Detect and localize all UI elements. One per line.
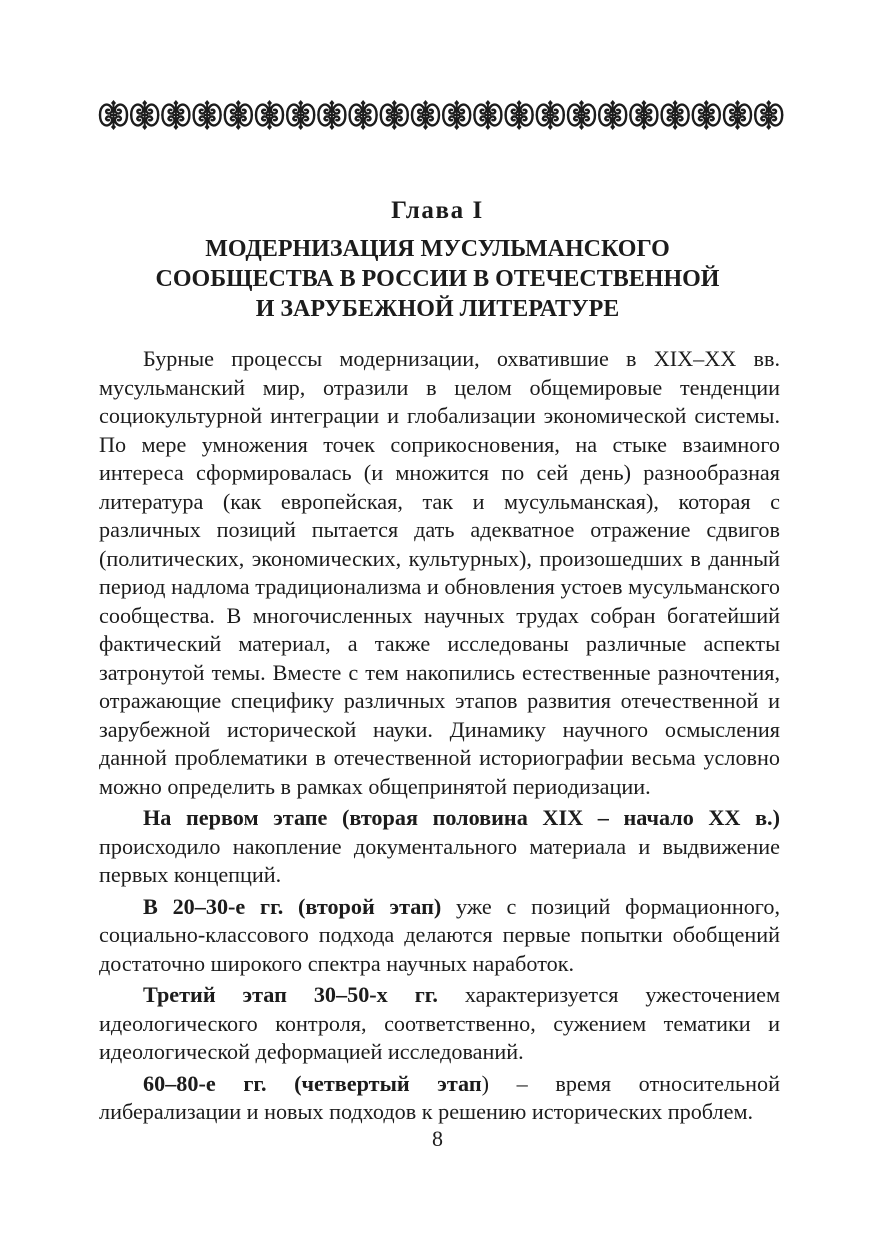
ornament-motif-icon xyxy=(318,100,345,130)
ornament-motif-icon xyxy=(194,100,221,130)
ornament-motif-icon xyxy=(256,100,283,130)
ornament-motif-icon xyxy=(755,100,782,130)
paragraph-text: ) – время относительной либерализации и новых подходов к решению исторических проблем. xyxy=(99,1070,780,1124)
paragraph xyxy=(99,804,780,890)
ornament-motif-icon xyxy=(131,100,158,130)
ornament-motif-icon xyxy=(381,100,408,130)
ornament-motif-icon xyxy=(662,100,689,130)
ornament-motif-icon xyxy=(568,100,595,130)
ornament-motif-icon xyxy=(287,100,314,130)
ornament-motif-icon xyxy=(693,100,720,130)
ornament-motif-icon xyxy=(100,100,127,130)
ornamental-border-icon xyxy=(98,99,784,131)
paragraph-text: Бурные процессы модернизации, охватившие в XIX–XX вв. мусульманский мир, отразили в целом общемировые тенденции социокультурной интеграции и глобализации экономической системы. По мере умножения точек соприкосновения, на стыке взаимного интереса сформировалась (и множится по сей день) разнообразная литература (как европейская, так и мусульманская), которая с различных позиций пытается дать адекватное отражение сдвигов (политических, экономических, культурных), произошедших в данный период надлома традиционализма и обновления устоев мусульманского сообщества. В многочисленных научных трудах собран богатейший фактический материал, а также исследованы различные аспекты затронутой темы. Вместе с тем накопились естественные разночтения, отражающие специфику различных этапов развития отечественной и зарубежной исторической науки. Динамику научного осмысления данной проблематики в отечественной историографии весьма условно можно определить в рамках общепринятой периодизации. xyxy=(99,346,780,799)
paragraph-bold: В 20–30-е гг. (второй этап) xyxy=(143,893,442,919)
page-number: 8 xyxy=(432,1126,443,1151)
ornament-motif-icon xyxy=(506,100,533,130)
body-text xyxy=(99,345,780,1127)
chapter-title xyxy=(0,234,875,324)
paragraph xyxy=(99,345,780,801)
ornament-motif-icon xyxy=(599,100,626,130)
ornament-motif-icon xyxy=(412,100,439,130)
ornament-motif-icon xyxy=(724,100,751,130)
ornament-motif-icon xyxy=(537,100,564,130)
paragraph-bold: 60–80-е гг. (четвертый этап xyxy=(143,1070,482,1096)
ornament-motif-icon xyxy=(630,100,657,130)
ornament-motif-icon xyxy=(443,100,470,130)
paragraph-text: уже с позиций формационного, социально-классового подхода делаются первые попытки обобщений достаточно широкого спектра научных наработок. xyxy=(99,893,780,976)
ornament-motif-icon xyxy=(162,100,189,130)
ornament-motif-icon xyxy=(225,100,252,130)
paragraph-text: происходило накопление документального материала и выдвижение первых концепций. xyxy=(99,833,780,887)
chapter-title-line: СООБЩЕСТВА В РОССИИ В ОТЕЧЕСТВЕННОЙ xyxy=(155,266,720,292)
paragraph xyxy=(99,893,780,979)
chapter-title-line: МОДЕРНИЗАЦИЯ МУСУЛЬМАНСКОГО xyxy=(205,236,670,262)
paragraph-bold: На первом этапе (вторая половина XIX – начало XX в.) xyxy=(143,805,780,830)
paragraph xyxy=(99,1070,780,1127)
ornament-motif-icon xyxy=(474,100,501,130)
chapter-title-line: И ЗАРУБЕЖНОЙ ЛИТЕРАТУРЕ xyxy=(255,296,620,322)
paragraph-bold: Третий этап 30–50-х гг. xyxy=(143,982,438,1007)
paragraph-text: характеризуется ужесточением идеологического контроля, соответственно, сужением тематики и идеологической деформацией исследований. xyxy=(99,982,780,1064)
chapter-label: Глава I xyxy=(391,197,484,224)
paragraph xyxy=(99,981,780,1067)
ornament-motif-icon xyxy=(350,100,377,130)
